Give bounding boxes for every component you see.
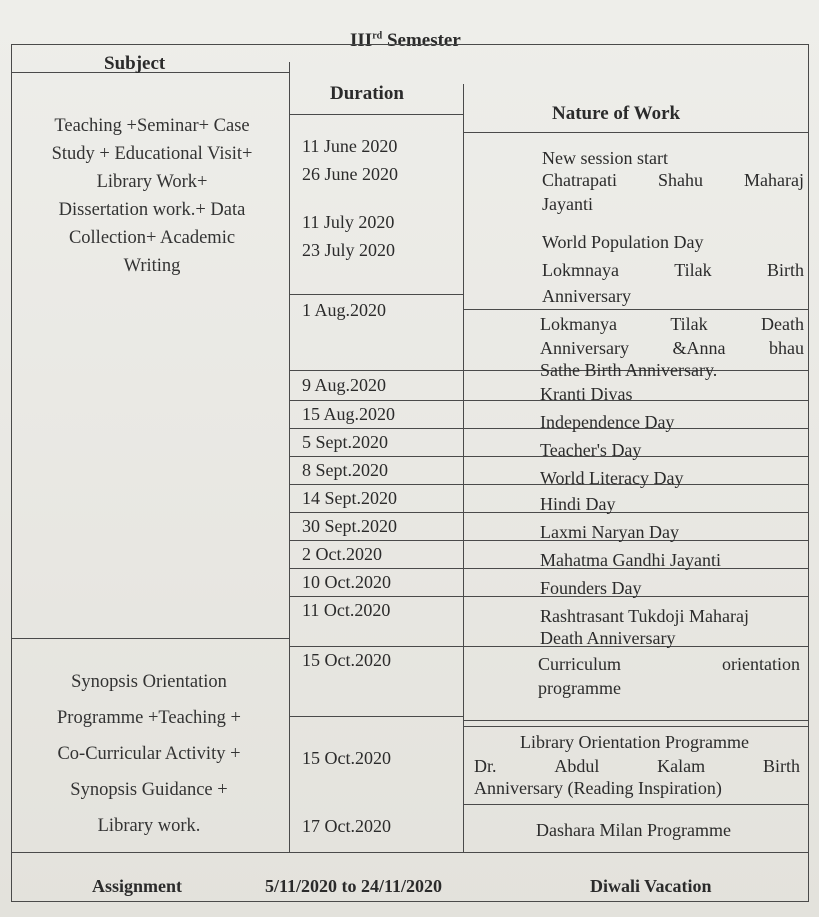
work-cell: Anniversary &Anna bhau: [540, 338, 804, 358]
duration-cell: 11 July 2020: [302, 212, 395, 232]
hline: [463, 132, 809, 133]
work-cell: Independence Day: [540, 412, 675, 432]
subject-block-2: [18, 664, 280, 844]
duration-cell: 15 Oct.2020: [302, 748, 391, 768]
subject-line: Synopsis Orientation: [71, 672, 227, 692]
work-cell: Kranti Divas: [540, 384, 633, 404]
col-divider-2: [463, 84, 464, 852]
duration-cell: 9 Aug.2020: [302, 375, 387, 395]
page-title: IIIrd Semester: [350, 30, 461, 51]
duration-cell: 14 Sept.2020: [302, 488, 398, 508]
header-nature-of-work: Nature of Work: [552, 103, 681, 124]
work-cell: Anniversary: [542, 286, 631, 306]
duration-cell: 10 Oct.2020: [302, 572, 391, 592]
hline: [289, 294, 463, 295]
hline: [11, 852, 809, 853]
duration-cell: 11 Oct.2020: [302, 600, 391, 620]
footer-note: Diwali Vacation: [590, 876, 712, 896]
work-cell: World Population Day: [542, 232, 704, 252]
subject-line: Dissertation work.+ Data: [58, 200, 246, 220]
duration-cell: 26 June 2020: [302, 164, 398, 184]
work-cell: World Literacy Day: [540, 468, 684, 488]
work-cell: Curriculum orientation: [538, 654, 800, 674]
work-cell: Jayanti: [542, 194, 593, 214]
duration-cell: 2 Oct.2020: [302, 544, 382, 564]
footer-label: Assignment: [92, 876, 183, 896]
subject-line: Library work.: [97, 816, 201, 836]
hline: [289, 716, 463, 717]
work-cell: Dashara Milan Programme: [536, 820, 731, 840]
work-cell: Chatrapati Shahu Maharaj: [542, 170, 804, 190]
subject-line: Library Work+: [96, 172, 208, 192]
hline: [289, 114, 463, 115]
subject-line: Synopsis Guidance +: [70, 780, 228, 800]
footer-date-range: 5/11/2020 to 24/11/2020: [265, 876, 443, 896]
work-cell: Sathe Birth Anniversary.: [540, 360, 718, 380]
header-subject: Subject: [104, 53, 166, 74]
work-cell: New session start: [542, 148, 668, 168]
duration-cell: 8 Sept.2020: [302, 460, 389, 480]
subject-line: Writing: [123, 256, 181, 276]
work-cell: Teacher's Day: [540, 440, 642, 460]
subject-line: Study + Educational Visit+: [51, 144, 253, 164]
duration-cell: 5 Sept.2020: [302, 432, 389, 452]
work-cell: Mahatma Gandhi Jayanti: [540, 550, 721, 570]
work-cell: Rashtrasant Tukdoji Maharaj: [540, 606, 749, 626]
hline: [11, 638, 289, 639]
duration-cell: 11 June 2020: [302, 136, 398, 156]
work-cell: Death Anniversary: [540, 628, 676, 648]
subject-line: Teaching +Seminar+ Case: [54, 116, 250, 136]
subject-line: Programme +Teaching +: [57, 708, 241, 728]
header-duration: Duration: [330, 83, 404, 104]
work-cell: Anniversary (Reading Inspiration): [474, 778, 722, 798]
work-cell: Library Orientation Programme: [520, 732, 749, 752]
work-cell: Dr. Abdul Kalam Birth: [474, 756, 800, 776]
duration-cell: 15 Aug.2020: [302, 404, 396, 424]
hline: [463, 726, 809, 727]
duration-cell: 23 July 2020: [302, 240, 396, 260]
work-cell: programme: [538, 678, 621, 698]
subject-block-1: [18, 112, 286, 280]
subject-line: Collection+ Academic: [68, 228, 236, 248]
duration-cell: 30 Sept.2020: [302, 516, 398, 536]
subject-line: Co-Curricular Activity +: [57, 744, 241, 764]
work-cell: Lokmnaya Tilak Birth: [542, 260, 804, 280]
work-cell: Hindi Day: [540, 494, 616, 514]
duration-cell: 15 Oct.2020: [302, 650, 391, 670]
duration-cell: 1 Aug.2020: [302, 300, 387, 320]
hline: [463, 720, 809, 721]
work-cell: Lokmanya Tilak Death: [540, 314, 804, 334]
work-cell: Laxmi Naryan Day: [540, 522, 679, 542]
work-cell: Founders Day: [540, 578, 642, 598]
hline: [463, 804, 809, 805]
duration-cell: 17 Oct.2020: [302, 816, 391, 836]
